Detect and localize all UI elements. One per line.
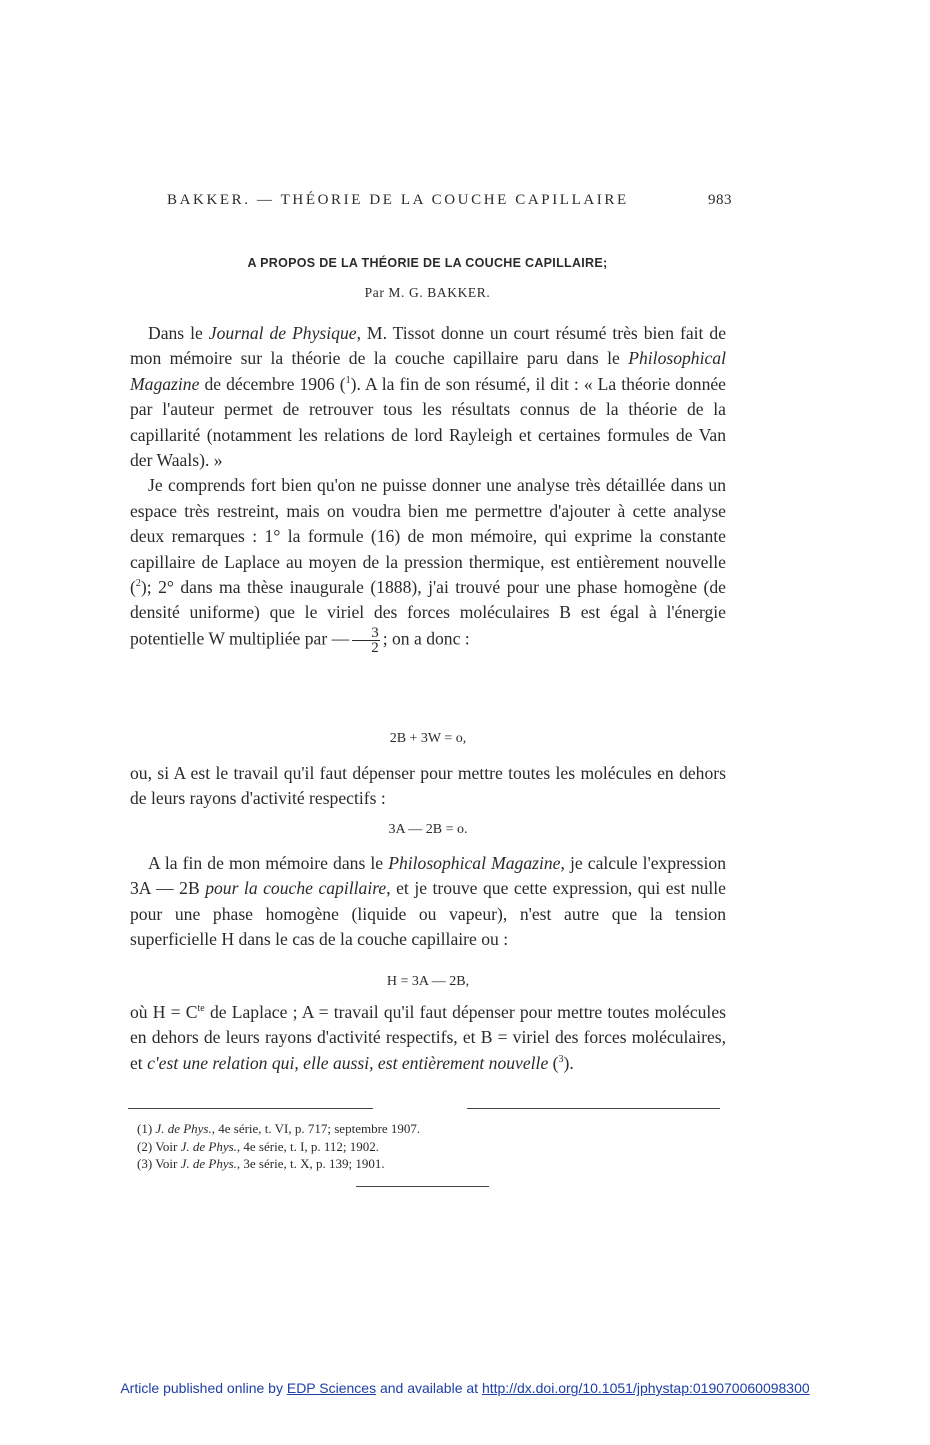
emphasis: c'est une relation qui, elle aussi, est entièrement nouvelle <box>147 1052 549 1073</box>
footnote-1: (1) J. de Phys., 4e série, t. VI, p. 717; septembre 1907. <box>137 1121 421 1136</box>
running-head-text: BAKKER. — THÉORIE DE LA COUCHE CAPILLAIRE <box>167 192 629 208</box>
footnote-2: (2) Voir J. de Phys., 4e série, t. I, p. 112; 1902. <box>137 1138 380 1154</box>
footnote-rule-right <box>467 1108 720 1109</box>
running-head <box>167 192 732 209</box>
end-rule <box>356 1186 489 1187</box>
body-block-1 <box>130 321 726 655</box>
article-title: A PROPOS DE LA THÉORIE DE LA COUCHE CAPILLAIRE; <box>247 256 608 270</box>
doi-link[interactable]: http://dx.doi.org/10.1051/jphystap:019070060098300 <box>481 1380 810 1396</box>
fraction: $\frac{3}{2}$ <box>352 626 380 655</box>
emphasis: pour la couche capillaire <box>205 878 387 899</box>
page-number: 983 <box>708 192 732 208</box>
body-block-4 <box>130 1000 726 1076</box>
publisher-link[interactable]: EDP Sciences <box>286 1380 377 1396</box>
footnote-3: (3) Voir J. de Phys., 3e série, t. X, p. 139; 1901. <box>137 1156 385 1171</box>
byline: Par M. G. BAKKER. <box>364 285 491 300</box>
paragraph-1: Dans le Journal de Physique, M. Tissot donne un court résumé très bien fait de mon mémoire sur la théorie de la couche capillaire paru dans le Philosophical Magazine de décembre 1906 ($^1$). A la fin de son résumé, il dit : « La théorie donnée par l'auteur permet de retrouver tous les résultats connus de la théorie de la capillarité (notamment les relations de lord Rayleigh et certaines formules de Van der Waals). » <box>130 323 727 471</box>
publisher-footer: Article published online by EDP Sciences and available at http://dx.doi.org/10.1051/jphystap:019070060098300 <box>120 1380 810 1396</box>
journal-name: Philosophical Magazine <box>388 853 561 873</box>
body-block-3 <box>130 851 726 953</box>
journal-name: Philosophical Magazine <box>130 348 726 394</box>
paragraph-5: où $H = C^{te}$ de Laplace ; A = travail qu'il faut dépenser pour mettre toutes molécules en dehors de leurs rayons d'activité respectifs, et B = viriel des forces moléculaires, et c'est une relation qui, elle aussi, est entièrement nouvelle ($^3$). <box>130 1002 726 1073</box>
paragraph-3: ou, si A est le travail qu'il faut dépenser pour mettre toutes les molécules en dehors de leurs rayons d'activité respectifs : <box>130 763 726 809</box>
footnotes <box>137 1120 420 1173</box>
equation-2: 3A — 2B = o. <box>388 822 468 837</box>
footnote-ref: 1 <box>345 374 351 386</box>
equation-1: 2B + 3W = o, <box>389 731 467 746</box>
footnote-ref: 3 <box>558 1053 564 1065</box>
journal-name: Journal de Physique <box>208 323 357 343</box>
paragraph-2: Je comprends fort bien qu'on ne puisse donner une analyse très détaillée dans un espace très restreint, mais on voudra bien me permettre d'ajouter à cette analyse deux remarques : 1° la formule (16) de mon mémoire, qui exprime la constante capillaire de Laplace au moyen de la pression thermique, est entièrement nouvelle ($^2$); 2° dans ma thèse inaugurale (1888), j'ai trouvé pour une phase homogène (de densité uniforme) que le viriel des forces moléculaires B est égal à l'énergie potentielle W multipliée par — $\frac{3}{2}$ ; on a donc : <box>130 475 726 656</box>
footnote-ref: 2 <box>135 578 141 590</box>
body-block-2 <box>130 761 726 812</box>
paragraph-4: A la fin de mon mémoire dans le Philosophical Magazine, je calcule l'expression 3A — 2B pour la couche capillaire, et je trouve que cette expression, qui est nulle pour une phase homogène (liquide ou vapeur), n'est autre que la tension superficielle H dans le cas de la couche capillaire ou : <box>130 853 726 950</box>
equation-3: H = 3A — 2B, <box>386 974 470 989</box>
footnote-rule-left <box>128 1108 373 1109</box>
